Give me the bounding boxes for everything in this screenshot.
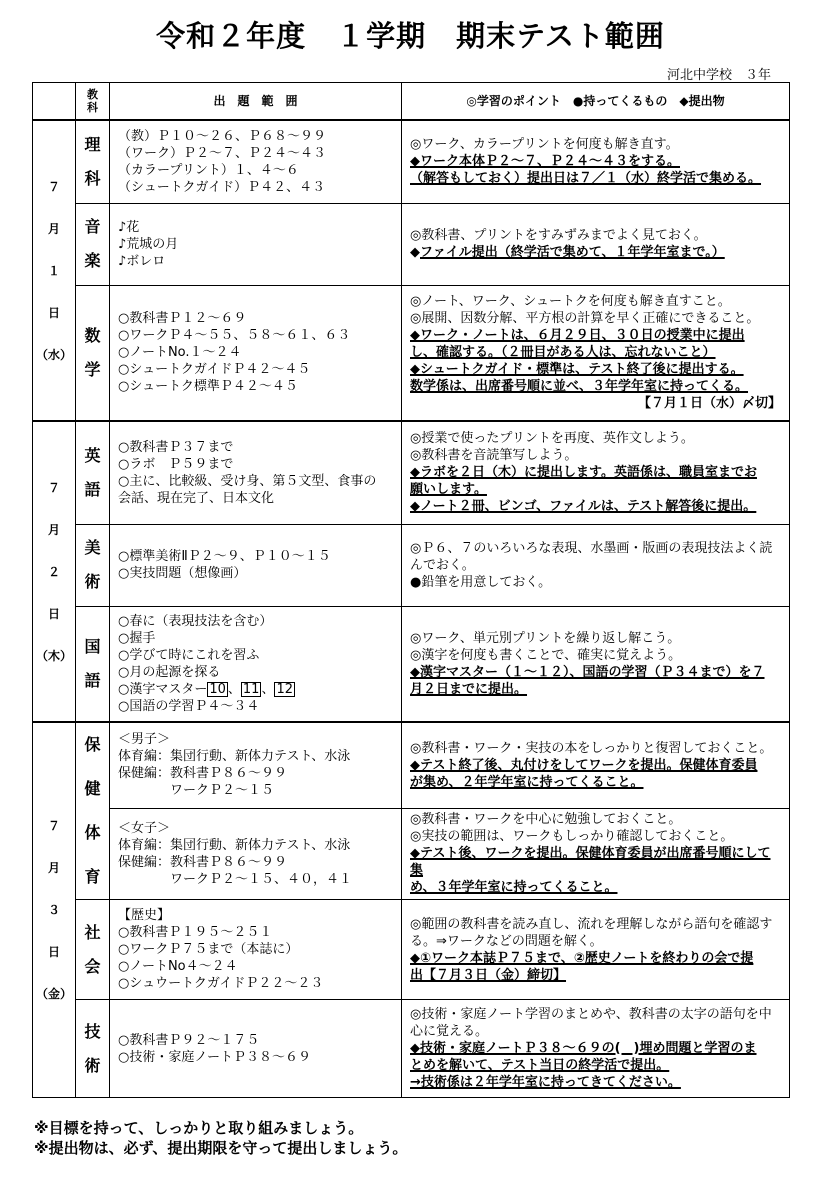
subject-rika: 理 科 — [76, 120, 110, 203]
range-hoken-boys: ＜男子＞ 体育編：集団行動、新体力テスト、水泳 保健編：教科書Ｐ８６～９９ ワークＰ２～１５ — [110, 722, 402, 808]
row-kokugo — [33, 606, 790, 722]
test-range-table — [32, 82, 790, 1098]
range-rika: （教）Ｐ１０～２６、Ｐ６８～９９ （ワーク）Ｐ２～７、Ｐ２４～４３ （カラープリント）１、４～６ （シュートクガイド）Ｐ４２、４３ — [110, 120, 402, 203]
points-kokugo: ◎ワーク、単元別プリントを繰り返し解こう。 ◎漢字を何度も書くことで、確実に覚えよう。 ◆漢字マスター（１～１２）、国語の学習（Ｐ３４まで）を７ 月２日までに提出。 — [402, 606, 790, 722]
header-date — [33, 83, 76, 121]
note-2: ※提出物は、必ず、提出期限を守って提出しましょう。 — [34, 1139, 408, 1157]
school-name: 河北中学校 ３年 — [666, 68, 771, 83]
subject-bijutsu: 美 術 — [76, 524, 110, 606]
row-shakai — [33, 900, 790, 1000]
range-shakai: 【歴史】 ○教科書Ｐ１９５～２５１ ○ワークＰ７５まで（本誌に） ○ノートNo４～２４ ○シュウートクガイドＰ２２～２３ — [110, 900, 402, 1000]
subject-ongaku: 音 楽 — [76, 203, 110, 285]
row-gijutsu — [33, 1000, 790, 1098]
kanji-box-11: 11 — [242, 681, 260, 697]
date-day2: ７ 月 ２ 日 （木） — [33, 421, 76, 722]
points-ongaku: ◎教科書、プリントをすみずみまでよく見ておく。 ◆ファイル提出（終学活で集めて、１年学年室まで。） — [402, 203, 790, 285]
points-hoken-girls: ◎教科書・ワークを中心に勉強しておくこと。 ◎実技の範囲は、ワークもしっかり確認しておくこと。 ◆テスト後、ワークを提出。保健体育委員が出席番号順にして集 め、３年学年室に持ってくること。 — [402, 808, 790, 899]
subject-hoken: 保 健 体 育 — [76, 722, 110, 900]
header-range: 出 題 範 囲 — [110, 83, 402, 121]
range-kokugo: ○春に（表現技法を含む） ○握手 ○学びて時にこれを習ふ ○月の起源を探る ○漢字マスター 10 、 11 、 12 ○国語の学習Ｐ４～３４ — [110, 606, 402, 722]
date-day1: ７ 月 １ 日 （水） — [33, 120, 76, 421]
note-1: ※目標を持って、しっかりと取り組みましょう。 — [34, 1119, 364, 1137]
range-suugaku: ○教科書Ｐ１２～６９ ○ワークＰ４～５５、５８～６１、６３ ○ノートNo.１～２４ ○シュートクガイドＰ４２～４５ ○シュートク標準Ｐ４２～４５ — [110, 285, 402, 421]
row-rika — [33, 120, 790, 203]
points-rika: ◎ワーク、カラープリントを何度も解き直す。 ◆ワーク本体Ｐ２～７、Ｐ２４～４３をする。 （解答もしておく）提出日は７／１（水）終学活で集める。 — [402, 120, 790, 203]
subject-eigo: 英 語 — [76, 421, 110, 524]
page-title: 令和２年度 １学期 期末テスト範囲 — [156, 19, 665, 53]
points-hoken-boys: ◎教科書・ワーク・実技の本をしっかりと復習しておくこと。 ◆テスト終了後、丸付けをしてワークを提出。保健体育委員 が集め、２年学年室に持ってくること。 — [402, 722, 790, 808]
header-subject: 教 科 — [76, 83, 110, 121]
subject-gijutsu: 技 術 — [76, 1000, 110, 1098]
row-bijutsu — [33, 524, 790, 606]
date-day3: ７ 月 ３ 日 （金） — [33, 722, 76, 1098]
row-eigo — [33, 421, 790, 524]
row-hoken-girls — [33, 808, 790, 899]
row-suugaku — [33, 285, 790, 421]
points-shakai: ◎範囲の教科書を読み直し、流れを理解しながら語句を確認す る。⇒ワークなどの問題を解く。 ◆①ワーク本誌Ｐ７５まで、②歴史ノートを終わりの会で提 出【７月３日（金）締切】 — [402, 900, 790, 1000]
points-suugaku: ◎ノート、ワーク、シュートクを何度も解き直すこと。 ◎展開、因数分解、平方根の計算を早く正確にできること。 ◆ワーク・ノートは、６月２９日、３０日の授業中に提出 し、確認する。（２冊目がある人は、忘れないこと） ◆シュートクガイド・標準は、テスト終了後に提出する。 数学係は、出席番号順に並べ、３年学年室に持ってくる。 【７月１日（水）〆切】 — [402, 285, 790, 421]
points-eigo: ◎授業で使ったプリントを再度、英作文しよう。 ◎教科書を音読筆写しよう。 ◆ラボを２日（木）に提出します。英語係は、職員室までお 願いします。 ◆ノート２冊、ビンゴ、ファイルは、テスト解答後に提出。 — [402, 421, 790, 524]
points-bijutsu: ◎Ｐ６、７のいろいろな表現、水墨画・版画の表現技法よく読 んでおく。 ●鉛筆を用意しておく。 — [402, 524, 790, 606]
header-row — [33, 83, 790, 121]
header-points: ◎学習のポイント ●持ってくるもの ◆提出物 — [402, 83, 790, 121]
kanji-box-12: 12 — [276, 681, 294, 697]
range-gijutsu: ○教科書Ｐ９２～１７５ ○技術・家庭ノートＰ３８～６９ — [110, 1000, 402, 1098]
range-eigo: ○教科書Ｐ３７まで ○ラボ Ｐ５９まで ○主に、比較級、受け身、第５文型、食事の 会話、現在完了、日本文化 — [110, 421, 402, 524]
range-bijutsu: ○標準美術ⅡＰ２～９、Ｐ１０～１５ ○実技問題（想像画） — [110, 524, 402, 606]
range-hoken-girls: ＜女子＞ 体育編：集団行動、新体力テスト、水泳 保健編：教科書Ｐ８６～９９ ワークＰ２～１５、４０，４１ — [110, 808, 402, 899]
footer-notes — [34, 1118, 407, 1158]
kanji-box-10: 10 — [209, 681, 226, 697]
row-hoken-boys — [33, 722, 790, 808]
subject-kokugo: 国 語 — [76, 606, 110, 722]
points-gijutsu: ◎技術・家庭ノート学習のまとめや、教科書の太字の語句を中 心に覚える。 ◆技術・家庭ノートＰ３８～６９の( )埋め問題と学習のま とめを解いて、テスト当日の終学活で提出。 →技術係は２年学年室に持ってきてください。 — [402, 1000, 790, 1098]
subject-shakai: 社 会 — [76, 900, 110, 1000]
row-ongaku — [33, 203, 790, 285]
subject-suugaku: 数 学 — [76, 285, 110, 421]
range-ongaku: ♪花 ♪荒城の月 ♪ボレロ — [110, 203, 402, 285]
